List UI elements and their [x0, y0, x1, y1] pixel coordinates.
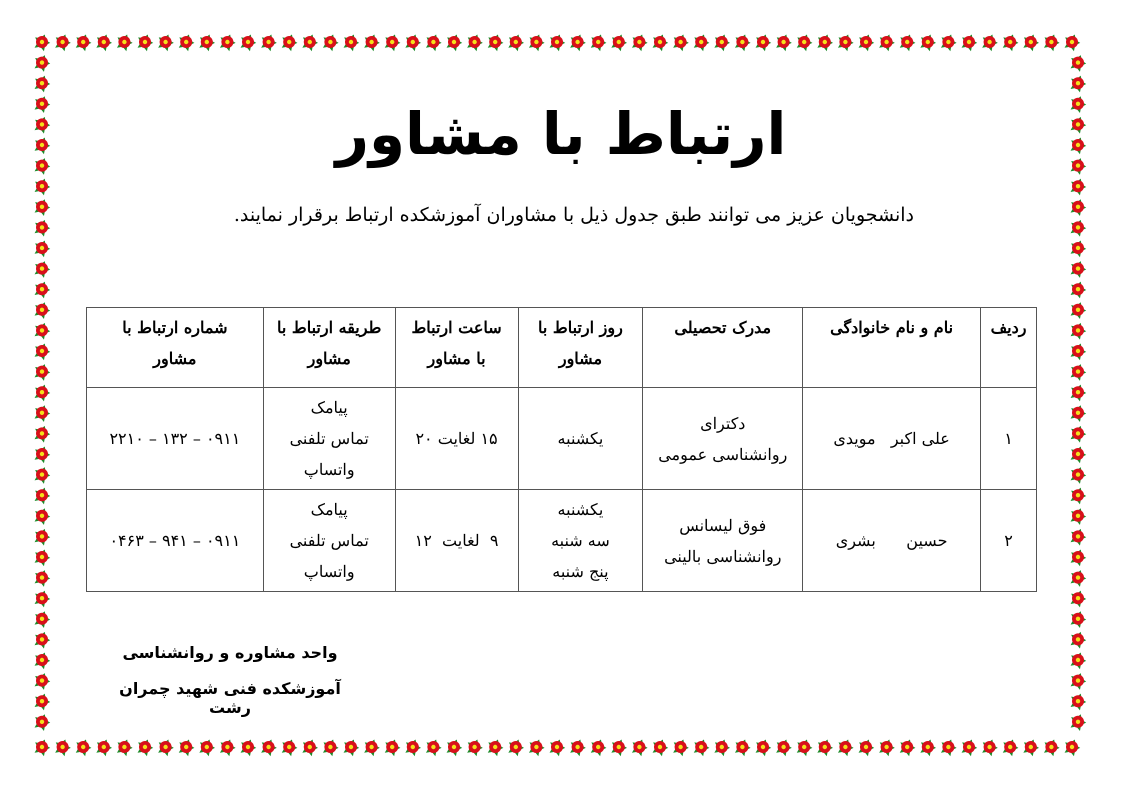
red-flower-icon: [32, 300, 53, 321]
red-flower-icon: [32, 32, 53, 53]
contact-time: ۱۵ لغایت ۲۰: [395, 388, 518, 490]
counselor-table: [86, 307, 1037, 592]
table-row: [87, 388, 1037, 490]
red-flower-icon: [670, 32, 691, 53]
red-flower-icon: [1068, 258, 1089, 279]
red-flower-icon: [1068, 320, 1089, 341]
red-flower-icon: [1068, 361, 1089, 382]
red-flower-icon: [361, 737, 382, 758]
red-flower-icon: [300, 737, 321, 758]
red-flower-icon: [32, 258, 53, 279]
red-flower-icon: [959, 737, 980, 758]
row-number: ۱: [981, 388, 1037, 490]
red-flower-icon: [1068, 506, 1089, 527]
footer-school: آموزشکده فنی شهید چمران رشت: [119, 679, 341, 717]
header-phone: شماره ارتباط با مشاور: [87, 308, 264, 388]
red-flower-icon: [114, 32, 135, 53]
header-name: نام و نام خانوادگی: [803, 308, 981, 388]
red-flower-icon: [32, 403, 53, 424]
red-flower-icon: [32, 691, 53, 712]
red-flower-icon: [279, 32, 300, 53]
red-flower-icon: [403, 737, 424, 758]
header-day: روز ارتباط با مشاور: [518, 308, 643, 388]
red-flower-icon: [32, 670, 53, 691]
red-flower-icon: [176, 737, 197, 758]
red-flower-icon: [1000, 737, 1021, 758]
red-flower-icon: [94, 32, 115, 53]
red-flower-icon: [52, 737, 73, 758]
red-flower-icon: [876, 32, 897, 53]
red-flower-icon: [506, 32, 527, 53]
red-flower-icon: [712, 737, 733, 758]
contact-day: یکشنبه سه شنبه پنج شنبه: [518, 490, 643, 592]
red-flower-icon: [32, 526, 53, 547]
red-flower-icon: [155, 737, 176, 758]
red-flower-icon: [1000, 32, 1021, 53]
red-flower-icon: [876, 737, 897, 758]
red-flower-icon: [753, 32, 774, 53]
red-flower-icon: [382, 737, 403, 758]
red-flower-icon: [32, 485, 53, 506]
red-flower-icon: [32, 547, 53, 568]
red-flower-icon: [32, 382, 53, 403]
red-flower-icon: [918, 32, 939, 53]
red-flower-icon: [1041, 32, 1062, 53]
red-flower-icon: [32, 737, 53, 758]
red-flower-icon: [815, 32, 836, 53]
red-flower-icon: [1068, 382, 1089, 403]
page-title: ارتباط با مشاور: [335, 100, 787, 168]
red-flower-icon: [217, 32, 238, 53]
red-flower-icon: [300, 32, 321, 53]
red-flower-icon: [485, 32, 506, 53]
row-number: ۲: [981, 490, 1037, 592]
red-flower-icon: [526, 737, 547, 758]
header-degree: مدرک تحصیلی: [643, 308, 803, 388]
red-flower-icon: [753, 737, 774, 758]
red-flower-icon: [32, 361, 53, 382]
red-flower-icon: [238, 32, 259, 53]
red-flower-icon: [403, 32, 424, 53]
red-flower-icon: [979, 32, 1000, 53]
red-flower-icon: [32, 176, 53, 197]
red-flower-icon: [938, 737, 959, 758]
contact-method: پیامک تماس تلفنی واتساپ: [263, 490, 395, 592]
red-flower-icon: [32, 217, 53, 238]
red-flower-icon: [1068, 588, 1089, 609]
red-flower-icon: [217, 737, 238, 758]
red-flower-icon: [670, 737, 691, 758]
red-flower-icon: [815, 737, 836, 758]
red-flower-icon: [1068, 444, 1089, 465]
red-flower-icon: [485, 737, 506, 758]
red-flower-icon: [547, 737, 568, 758]
red-flower-icon: [197, 737, 218, 758]
red-flower-icon: [1021, 32, 1042, 53]
red-flower-icon: [856, 32, 877, 53]
contact-method: پیامک تماس تلفنی واتساپ: [263, 388, 395, 490]
red-flower-icon: [32, 609, 53, 630]
red-flower-icon: [938, 32, 959, 53]
red-flower-icon: [1068, 670, 1089, 691]
red-flower-icon: [1068, 52, 1089, 73]
red-flower-icon: [1062, 737, 1083, 758]
red-flower-icon: [959, 32, 980, 53]
red-flower-icon: [73, 32, 94, 53]
red-flower-icon: [32, 567, 53, 588]
red-flower-icon: [176, 32, 197, 53]
red-flower-icon: [773, 737, 794, 758]
red-flower-icon: [155, 32, 176, 53]
red-flower-icon: [547, 32, 568, 53]
red-flower-icon: [1068, 217, 1089, 238]
red-flower-icon: [588, 737, 609, 758]
red-flower-icon: [258, 737, 279, 758]
red-flower-icon: [506, 737, 527, 758]
red-flower-icon: [94, 737, 115, 758]
red-flower-icon: [650, 737, 671, 758]
table-row: [87, 490, 1037, 592]
red-flower-icon: [32, 238, 53, 259]
red-flower-icon: [32, 712, 53, 733]
red-flower-icon: [32, 650, 53, 671]
red-flower-icon: [918, 737, 939, 758]
contact-day: یکشنبه: [518, 388, 643, 490]
red-flower-icon: [1068, 403, 1089, 424]
red-flower-icon: [114, 737, 135, 758]
red-flower-icon: [1021, 737, 1042, 758]
red-flower-icon: [650, 32, 671, 53]
red-flower-icon: [1068, 238, 1089, 259]
red-flower-icon: [897, 32, 918, 53]
red-flower-icon: [567, 32, 588, 53]
red-flower-icon: [135, 737, 156, 758]
red-flower-icon: [1068, 712, 1089, 733]
red-flower-icon: [32, 423, 53, 444]
red-flower-icon: [32, 588, 53, 609]
red-flower-icon: [691, 32, 712, 53]
red-flower-icon: [32, 73, 53, 94]
red-flower-icon: [238, 737, 259, 758]
footer-unit: واحد مشاوره و روانشناسی: [122, 643, 338, 662]
red-flower-icon: [320, 32, 341, 53]
table-header-row: [87, 308, 1037, 388]
contact-phone: ۰۹۱۱ – ۹۴۱ – ۰۴۶۳: [87, 490, 264, 592]
red-flower-icon: [279, 737, 300, 758]
red-flower-icon: [423, 737, 444, 758]
red-flower-icon: [32, 279, 53, 300]
red-flower-icon: [1068, 691, 1089, 712]
header-time: ساعت ارتباط با مشاور: [395, 308, 518, 388]
red-flower-icon: [32, 629, 53, 650]
counselor-degree: دکترای روانشناسی عمومی: [643, 388, 803, 490]
red-flower-icon: [1068, 609, 1089, 630]
header-row-number: ردیف: [981, 308, 1037, 388]
intro-text: دانشجویان عزیز می توانند طبق جدول ذیل با مشاوران آموزشکده ارتباط برقرار نمایند.: [233, 204, 914, 226]
red-flower-icon: [320, 737, 341, 758]
red-flower-icon: [423, 32, 444, 53]
red-flower-icon: [341, 737, 362, 758]
red-flower-icon: [526, 32, 547, 53]
red-flower-icon: [1068, 176, 1089, 197]
red-flower-icon: [464, 737, 485, 758]
red-flower-icon: [629, 32, 650, 53]
red-flower-icon: [32, 52, 53, 73]
red-flower-icon: [464, 32, 485, 53]
red-flower-icon: [32, 341, 53, 362]
red-flower-icon: [609, 737, 630, 758]
counselor-name: حسین بشری: [803, 490, 981, 592]
red-flower-icon: [361, 32, 382, 53]
red-flower-icon: [1068, 567, 1089, 588]
red-flower-icon: [1068, 73, 1089, 94]
red-flower-icon: [444, 32, 465, 53]
red-flower-icon: [1068, 464, 1089, 485]
red-flower-icon: [382, 32, 403, 53]
red-flower-icon: [1068, 197, 1089, 218]
red-flower-icon: [444, 737, 465, 758]
red-flower-icon: [1068, 300, 1089, 321]
red-flower-icon: [1068, 341, 1089, 362]
red-flower-icon: [32, 444, 53, 465]
red-flower-icon: [897, 737, 918, 758]
red-flower-icon: [567, 737, 588, 758]
red-flower-icon: [835, 737, 856, 758]
red-flower-icon: [32, 506, 53, 527]
red-flower-icon: [609, 32, 630, 53]
red-flower-icon: [732, 32, 753, 53]
red-flower-icon: [32, 320, 53, 341]
red-flower-icon: [773, 32, 794, 53]
red-flower-icon: [691, 737, 712, 758]
red-flower-icon: [52, 32, 73, 53]
red-flower-icon: [712, 32, 733, 53]
red-flower-icon: [1041, 737, 1062, 758]
red-flower-icon: [341, 32, 362, 53]
red-flower-icon: [1062, 32, 1083, 53]
red-flower-icon: [856, 737, 877, 758]
red-flower-icon: [835, 32, 856, 53]
counselor-degree: فوق لیسانس روانشناسی بالینی: [643, 490, 803, 592]
red-flower-icon: [1068, 485, 1089, 506]
red-flower-icon: [1068, 423, 1089, 444]
red-flower-icon: [135, 32, 156, 53]
red-flower-icon: [1068, 279, 1089, 300]
red-flower-icon: [629, 737, 650, 758]
counselor-name: علی اکبر مویدی: [803, 388, 981, 490]
red-flower-icon: [1068, 650, 1089, 671]
red-flower-icon: [197, 32, 218, 53]
red-flower-icon: [732, 737, 753, 758]
red-flower-icon: [1068, 547, 1089, 568]
red-flower-icon: [32, 464, 53, 485]
red-flower-icon: [258, 32, 279, 53]
red-flower-icon: [1068, 526, 1089, 547]
red-flower-icon: [588, 32, 609, 53]
red-flower-icon: [32, 197, 53, 218]
red-flower-icon: [794, 32, 815, 53]
contact-phone: ۰۹۱۱ – ۱۳۲ – ۲۲۱۰: [87, 388, 264, 490]
contact-time: ۹ لغایت ۱۲: [395, 490, 518, 592]
red-flower-icon: [794, 737, 815, 758]
header-method: طریقه ارتباط با مشاور: [263, 308, 395, 388]
red-flower-icon: [1068, 629, 1089, 650]
red-flower-icon: [73, 737, 94, 758]
red-flower-icon: [979, 737, 1000, 758]
